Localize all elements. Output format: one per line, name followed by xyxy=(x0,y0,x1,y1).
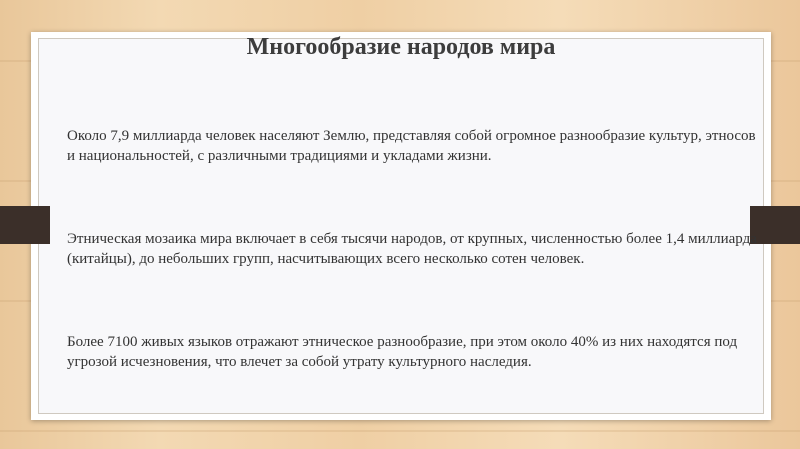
right-side-tab xyxy=(750,206,800,244)
paragraph-languages: Более 7100 живых языков отражают этническое разнообразие, при этом около 40% из них находятся под угрозой исчезновения, что влечет за собой утрату культурного наследия. xyxy=(67,334,738,370)
wood-grain xyxy=(0,430,800,432)
paragraph-population: Около 7,9 миллиарда человек населяют Землю, представляя собой огромное разнообразие культур, этносов и национальностей, с различными традициями и укладами жизни. xyxy=(67,128,756,164)
slide-title: Многообразие народов мира xyxy=(246,34,556,60)
paragraph-ethnic-mosaic: Этническая мозаика мира включает в себя тысячи народов, от крупных, численностью более 1,4 миллиарда (китайцы), до небольших групп, насчитывающих всего несколько сотен человек. xyxy=(67,231,757,267)
left-side-tab xyxy=(0,206,50,244)
